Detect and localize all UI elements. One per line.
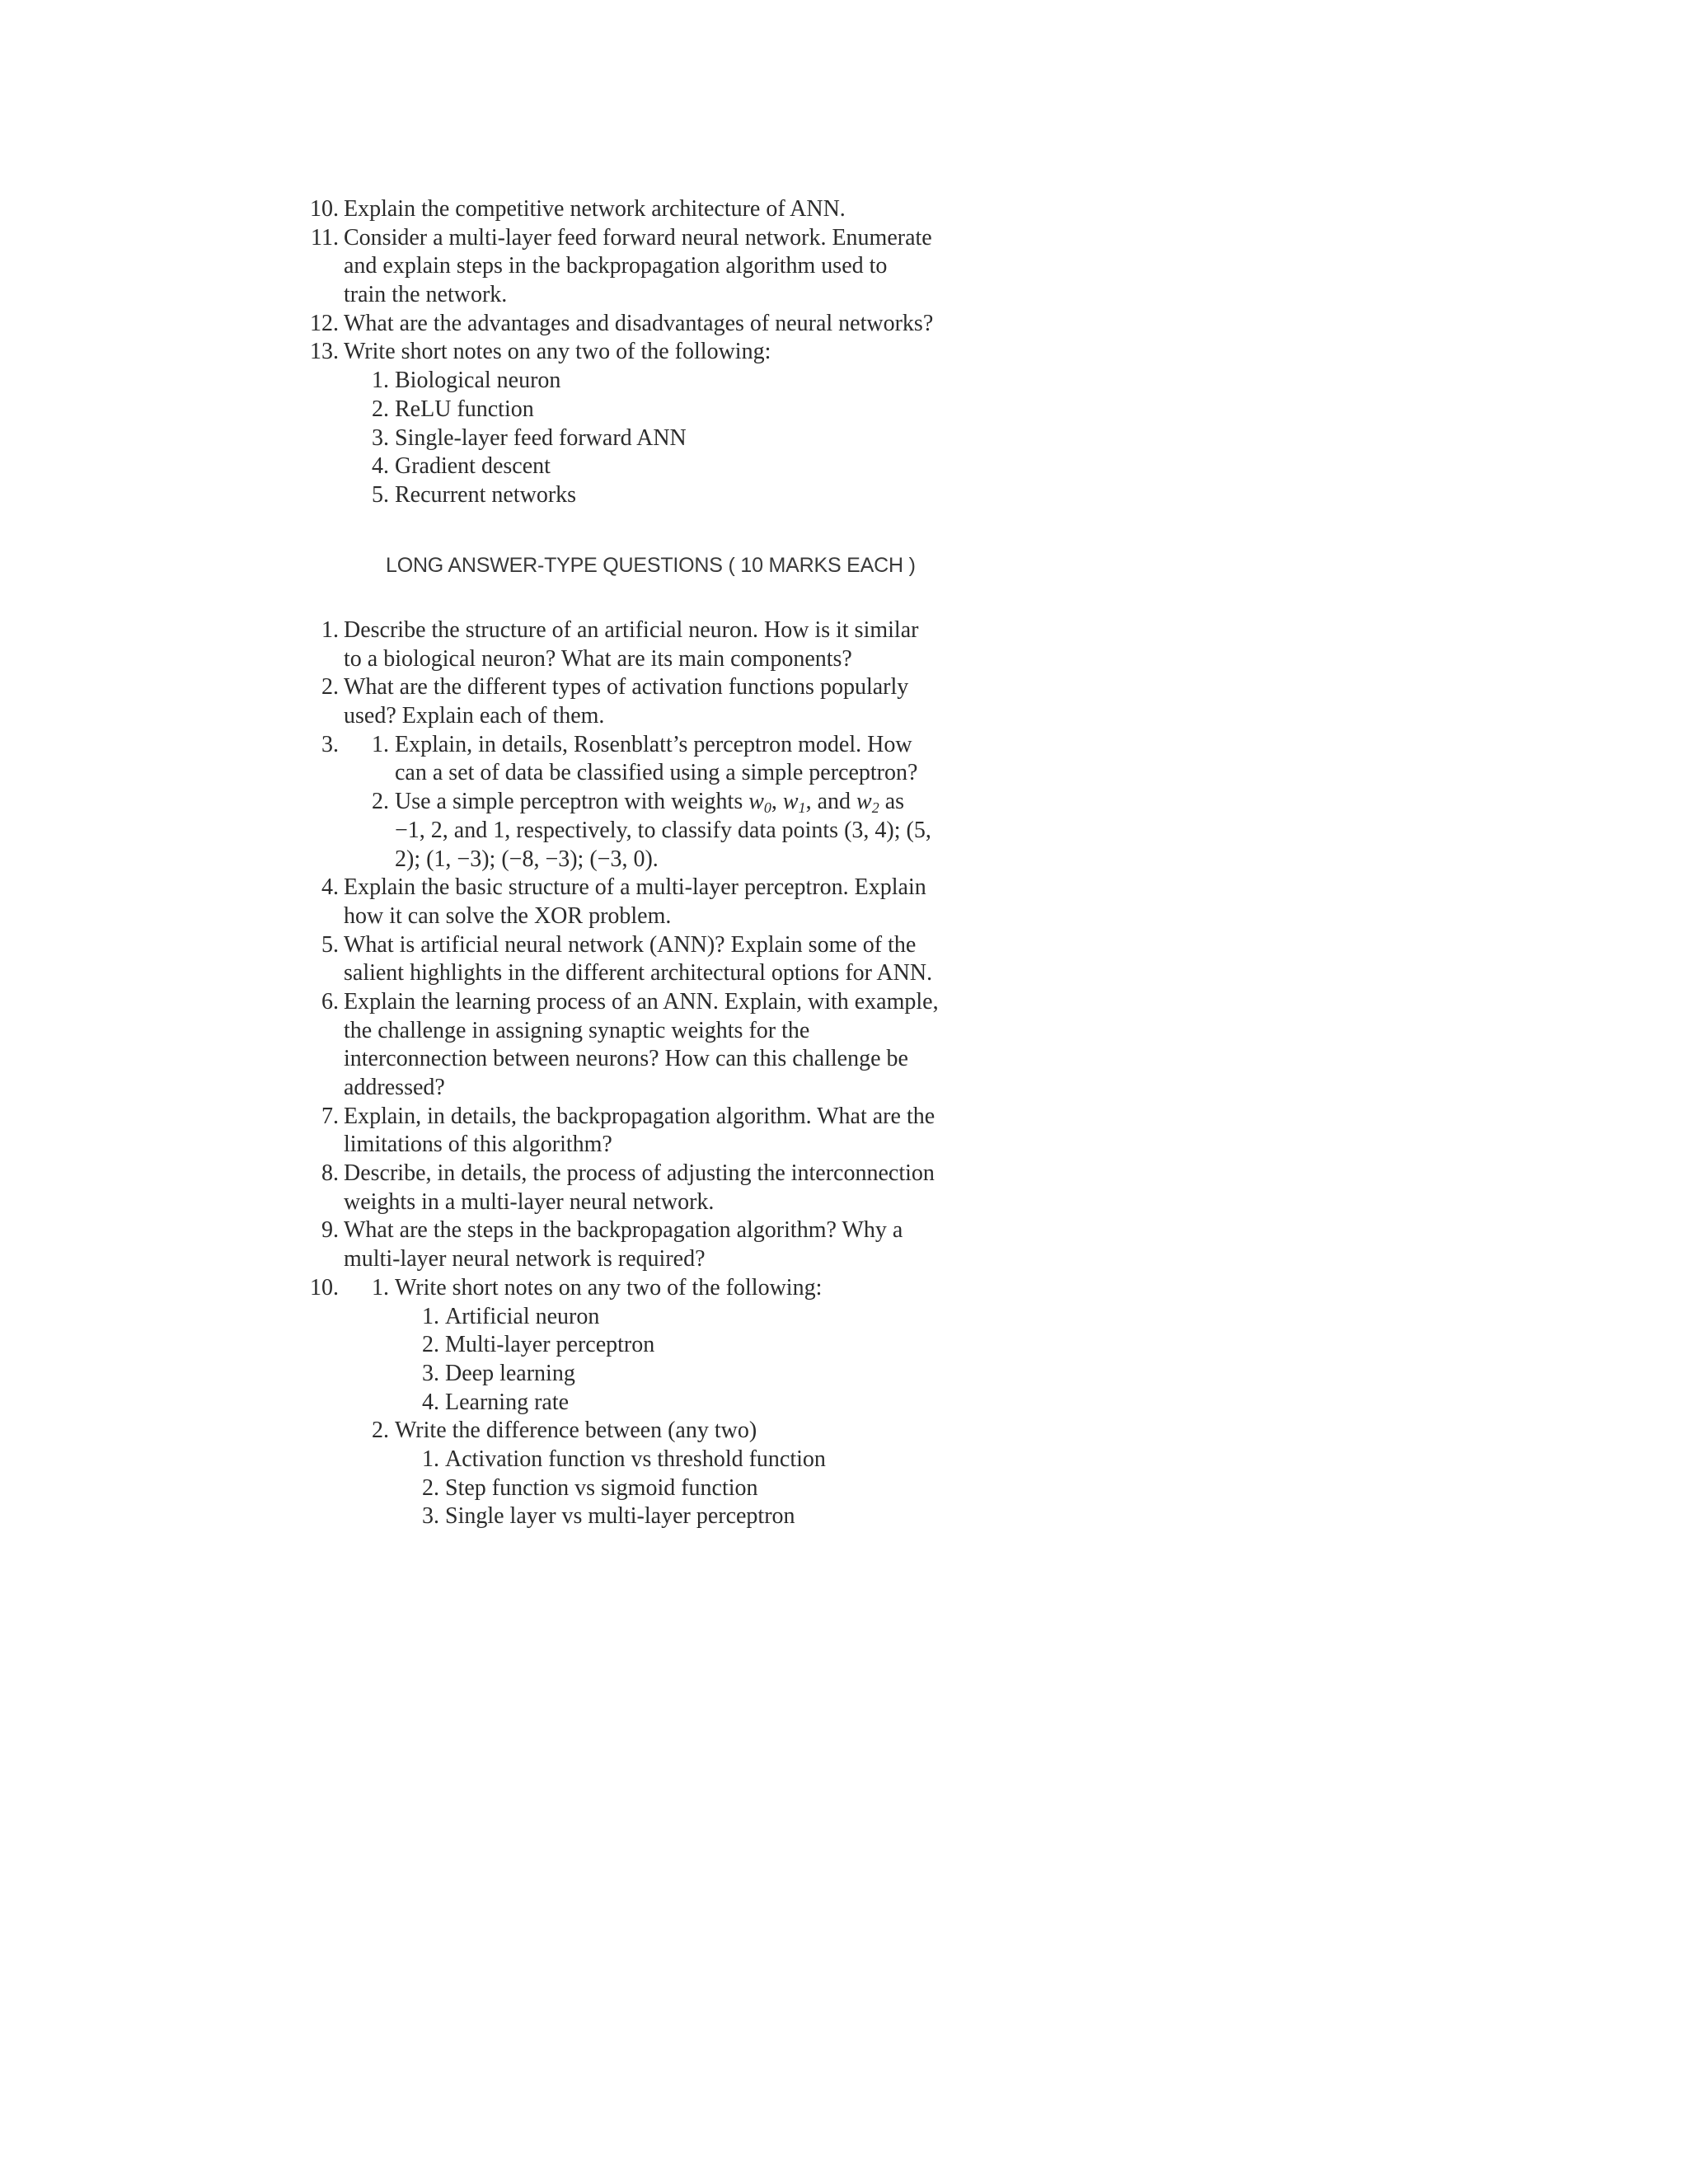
question-number: 2.	[321, 674, 339, 701]
question-item	[0, 673, 1154, 702]
sub-item-text: Write short notes on any two of the following:	[395, 1274, 823, 1301]
question-text: What are the different types of activation functions popularly	[344, 674, 909, 701]
question-text-continued	[0, 645, 1154, 674]
nested-item	[0, 1303, 1154, 1332]
nested-item	[0, 1360, 1154, 1389]
question-item	[0, 931, 1154, 960]
sub-item-number: 1.	[372, 731, 389, 757]
sub-item-number: 1.	[372, 1274, 389, 1301]
text-fragment: ,	[771, 789, 783, 815]
question-number: 10.	[310, 1274, 339, 1301]
weight-subscript: 0	[763, 799, 771, 817]
question-number: 7.	[321, 1103, 339, 1129]
nested-item-number: 4.	[422, 1389, 439, 1415]
question-text: train the network.	[344, 282, 508, 308]
sub-item	[0, 452, 1154, 481]
question-number: 6.	[321, 988, 339, 1015]
question-text-continued	[0, 281, 1154, 310]
sub-item	[0, 396, 1154, 424]
question-item	[0, 988, 1154, 1017]
sub-item-text: Gradient descent	[395, 453, 551, 480]
nested-item-number: 3.	[422, 1360, 439, 1386]
question-number: 4.	[321, 874, 339, 901]
nested-item-number: 3.	[422, 1503, 439, 1530]
question-text: Explain the basic structure of a multi-layer perceptron. Explain	[344, 874, 926, 901]
nested-item-text: Step function vs sigmoid function	[445, 1474, 758, 1501]
sub-item	[0, 1417, 1154, 1446]
nested-item	[0, 1446, 1154, 1474]
question-text-continued	[0, 902, 1154, 931]
sub-item	[0, 788, 1154, 817]
sub-item-number: 5.	[372, 481, 389, 508]
nested-item-text: Activation function vs threshold function	[445, 1446, 826, 1472]
question-item	[0, 1216, 1154, 1245]
question-number: 12.	[310, 310, 339, 336]
question-text: used? Explain each of them.	[344, 703, 605, 729]
question-text-continued	[0, 1045, 1154, 1074]
nested-item	[0, 1502, 1154, 1531]
sub-item-text: Recurrent networks	[395, 481, 577, 508]
question-number: 10.	[310, 196, 339, 222]
question-text-continued	[0, 1074, 1154, 1103]
sub-item-number: 2.	[372, 789, 389, 815]
weight-symbol: w	[748, 789, 764, 815]
question-text: addressed?	[344, 1075, 445, 1100]
question-text: weights in a multi-layer neural network.	[344, 1188, 715, 1215]
nested-item-number: 1.	[422, 1446, 439, 1472]
nested-item-text: Learning rate	[445, 1389, 570, 1415]
nested-item-number: 1.	[422, 1303, 439, 1329]
question-text-continued	[0, 959, 1154, 988]
question-text: multi-layer neural network is required?	[344, 1246, 706, 1272]
text-fragment: Use a simple perceptron with weights	[395, 789, 749, 815]
question-text: limitations of this algorithm?	[344, 1132, 612, 1158]
question-text: Explain the learning process of an ANN. Explain, with example,	[344, 988, 939, 1015]
question-item	[0, 731, 1154, 760]
question-number: 8.	[321, 1160, 339, 1187]
sub-item-number: 1.	[372, 368, 389, 394]
question-text-continued	[0, 846, 1154, 874]
sub-item-number: 3.	[372, 424, 389, 451]
nested-item	[0, 1389, 1154, 1418]
sub-item-text: 2); (1, −3); (−8, −3); (−3, 0).	[395, 846, 659, 872]
sub-item-number: 2.	[372, 396, 389, 422]
question-text: interconnection between neurons? How can this challenge be	[344, 1046, 908, 1072]
question-text-continued	[0, 1017, 1154, 1046]
short-question-list	[0, 195, 1154, 510]
question-text: Explain, in details, the backpropagation algorithm. What are the	[344, 1103, 935, 1129]
question-item	[0, 338, 1154, 367]
question-item	[0, 224, 1154, 253]
sub-item-text: −1, 2, and 1, respectively, to classify data points (3, 4); (5,	[395, 817, 931, 843]
question-item	[0, 1274, 1154, 1303]
weight-symbol: w	[782, 789, 799, 815]
question-text: Explain the competitive network architecture of ANN.	[344, 196, 846, 222]
question-text: Write short notes on any two of the following:	[344, 339, 771, 365]
nested-item-text: Single layer vs multi-layer perceptron	[445, 1503, 795, 1530]
question-text: to a biological neuron? What are its main components?	[344, 645, 852, 672]
long-question-list	[0, 616, 1154, 1531]
sub-item-text: Single-layer feed forward ANN	[395, 424, 687, 451]
nested-item	[0, 1474, 1154, 1503]
question-number: 11.	[311, 224, 339, 251]
question-item	[0, 874, 1154, 902]
weight-w1	[782, 789, 806, 817]
question-text-continued	[0, 252, 1154, 281]
question-text-continued	[0, 702, 1154, 731]
question-number: 13.	[310, 339, 339, 365]
question-number: 1.	[321, 617, 339, 643]
weight-symbol: w	[856, 789, 872, 815]
question-item	[0, 1103, 1154, 1132]
sub-item	[0, 481, 1154, 510]
weight-subscript: 1	[798, 799, 806, 817]
question-text-continued	[0, 759, 1154, 788]
question-item	[0, 616, 1154, 645]
question-item	[0, 1160, 1154, 1188]
question-item	[0, 310, 1154, 339]
sub-item-text: can a set of data be classified using a simple perceptron?	[395, 760, 918, 786]
question-text: What are the advantages and disadvantages of neural networks?	[344, 310, 934, 336]
nested-item-text: Deep learning	[445, 1360, 575, 1386]
weight-w0	[748, 789, 771, 817]
nested-item-number: 2.	[422, 1332, 439, 1358]
text-fragment: , and	[805, 789, 857, 815]
question-text-continued	[0, 1245, 1154, 1274]
sub-item	[0, 424, 1154, 453]
question-text: What is artificial neural network (ANN)? Explain some of the	[344, 931, 917, 958]
text-fragment: as	[879, 789, 905, 815]
nested-item	[0, 1331, 1154, 1360]
sub-item-text: Explain, in details, Rosenblatt’s perceptron model. How	[395, 731, 912, 757]
sub-item-text: Biological neuron	[395, 368, 561, 394]
question-text: Describe, in details, the process of adjusting the interconnection	[344, 1160, 935, 1187]
nested-item-text: Multi-layer perceptron	[445, 1332, 655, 1358]
question-text: Consider a multi-layer feed forward neural network. Enumerate	[344, 224, 932, 251]
section-heading: LONG ANSWER-TYPE QUESTIONS ( 10 MARKS EACH )	[386, 554, 916, 577]
question-number: 9.	[321, 1217, 339, 1244]
question-text-continued	[0, 817, 1154, 846]
question-text: the challenge in assigning synaptic weights for the	[344, 1017, 810, 1043]
sub-item-number: 4.	[372, 453, 389, 480]
question-text: salient highlights in the different architectural options for ANN.	[344, 960, 933, 987]
question-text-continued	[0, 1188, 1154, 1217]
question-item	[0, 195, 1154, 224]
sub-item	[0, 367, 1154, 396]
sub-item-text	[395, 788, 904, 817]
nested-item-text: Artificial neuron	[445, 1303, 600, 1329]
sub-item-text: ReLU function	[395, 396, 534, 422]
question-text: What are the steps in the backpropagation algorithm? Why a	[344, 1217, 903, 1244]
weight-w2	[856, 789, 879, 817]
question-number: 5.	[321, 931, 339, 958]
question-text-continued	[0, 1131, 1154, 1160]
sub-item-number: 2.	[372, 1418, 389, 1444]
question-text: and explain steps in the backpropagation algorithm used to	[344, 253, 888, 279]
question-text: how it can solve the XOR problem.	[344, 902, 672, 929]
sub-item-text: Write the difference between (any two)	[395, 1418, 757, 1444]
weight-subscript: 2	[871, 799, 879, 817]
nested-item-number: 2.	[422, 1474, 439, 1501]
question-text: Describe the structure of an artificial neuron. How is it similar	[344, 617, 919, 643]
question-number: 3.	[321, 731, 339, 757]
